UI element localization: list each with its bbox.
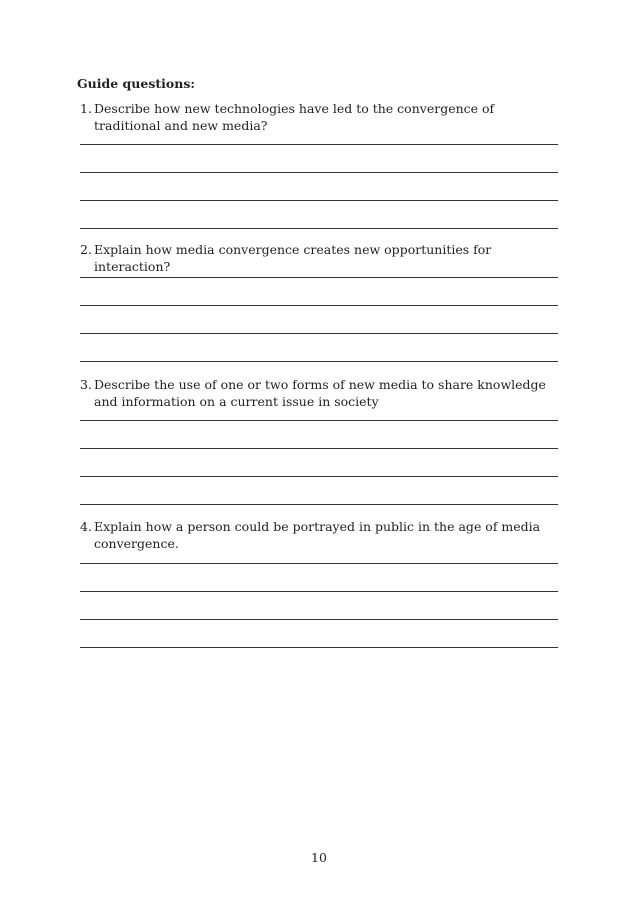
question-2 — [80, 241, 550, 275]
question-text: Explain how a person could be portrayed in public in the age of media convergence. — [94, 519, 541, 551]
page-number: 10 — [311, 850, 327, 865]
answer-line[interactable] — [80, 144, 558, 145]
answer-line[interactable] — [80, 504, 558, 505]
answer-line[interactable] — [80, 647, 558, 648]
answer-line[interactable] — [80, 448, 558, 449]
answer-line[interactable] — [80, 619, 558, 620]
answer-line[interactable] — [80, 476, 558, 477]
guide-questions-heading: Guide questions: — [77, 76, 195, 91]
question-number: 3. — [80, 377, 92, 392]
question-text: Describe the use of one or two forms of new media to share knowledge and information on a current issue in society — [94, 377, 546, 409]
answer-line[interactable] — [80, 228, 558, 229]
answer-line[interactable] — [80, 361, 558, 362]
answer-line[interactable] — [80, 420, 558, 421]
answer-line[interactable] — [80, 563, 558, 564]
answer-line[interactable] — [80, 333, 558, 334]
answer-line[interactable] — [80, 305, 558, 306]
question-text: Describe how new technologies have led to the convergence of traditional and new media? — [94, 101, 495, 133]
answer-line[interactable] — [80, 200, 558, 201]
answer-line[interactable] — [80, 172, 558, 173]
question-4 — [80, 518, 550, 552]
question-3 — [80, 376, 550, 410]
question-number: 1. — [80, 101, 92, 116]
answer-line[interactable] — [80, 591, 558, 592]
question-number: 4. — [80, 519, 92, 534]
answer-line[interactable] — [80, 277, 558, 278]
question-1 — [80, 100, 550, 134]
question-number: 2. — [80, 242, 92, 257]
question-text: Explain how media convergence creates new opportunities for interaction? — [94, 242, 492, 274]
